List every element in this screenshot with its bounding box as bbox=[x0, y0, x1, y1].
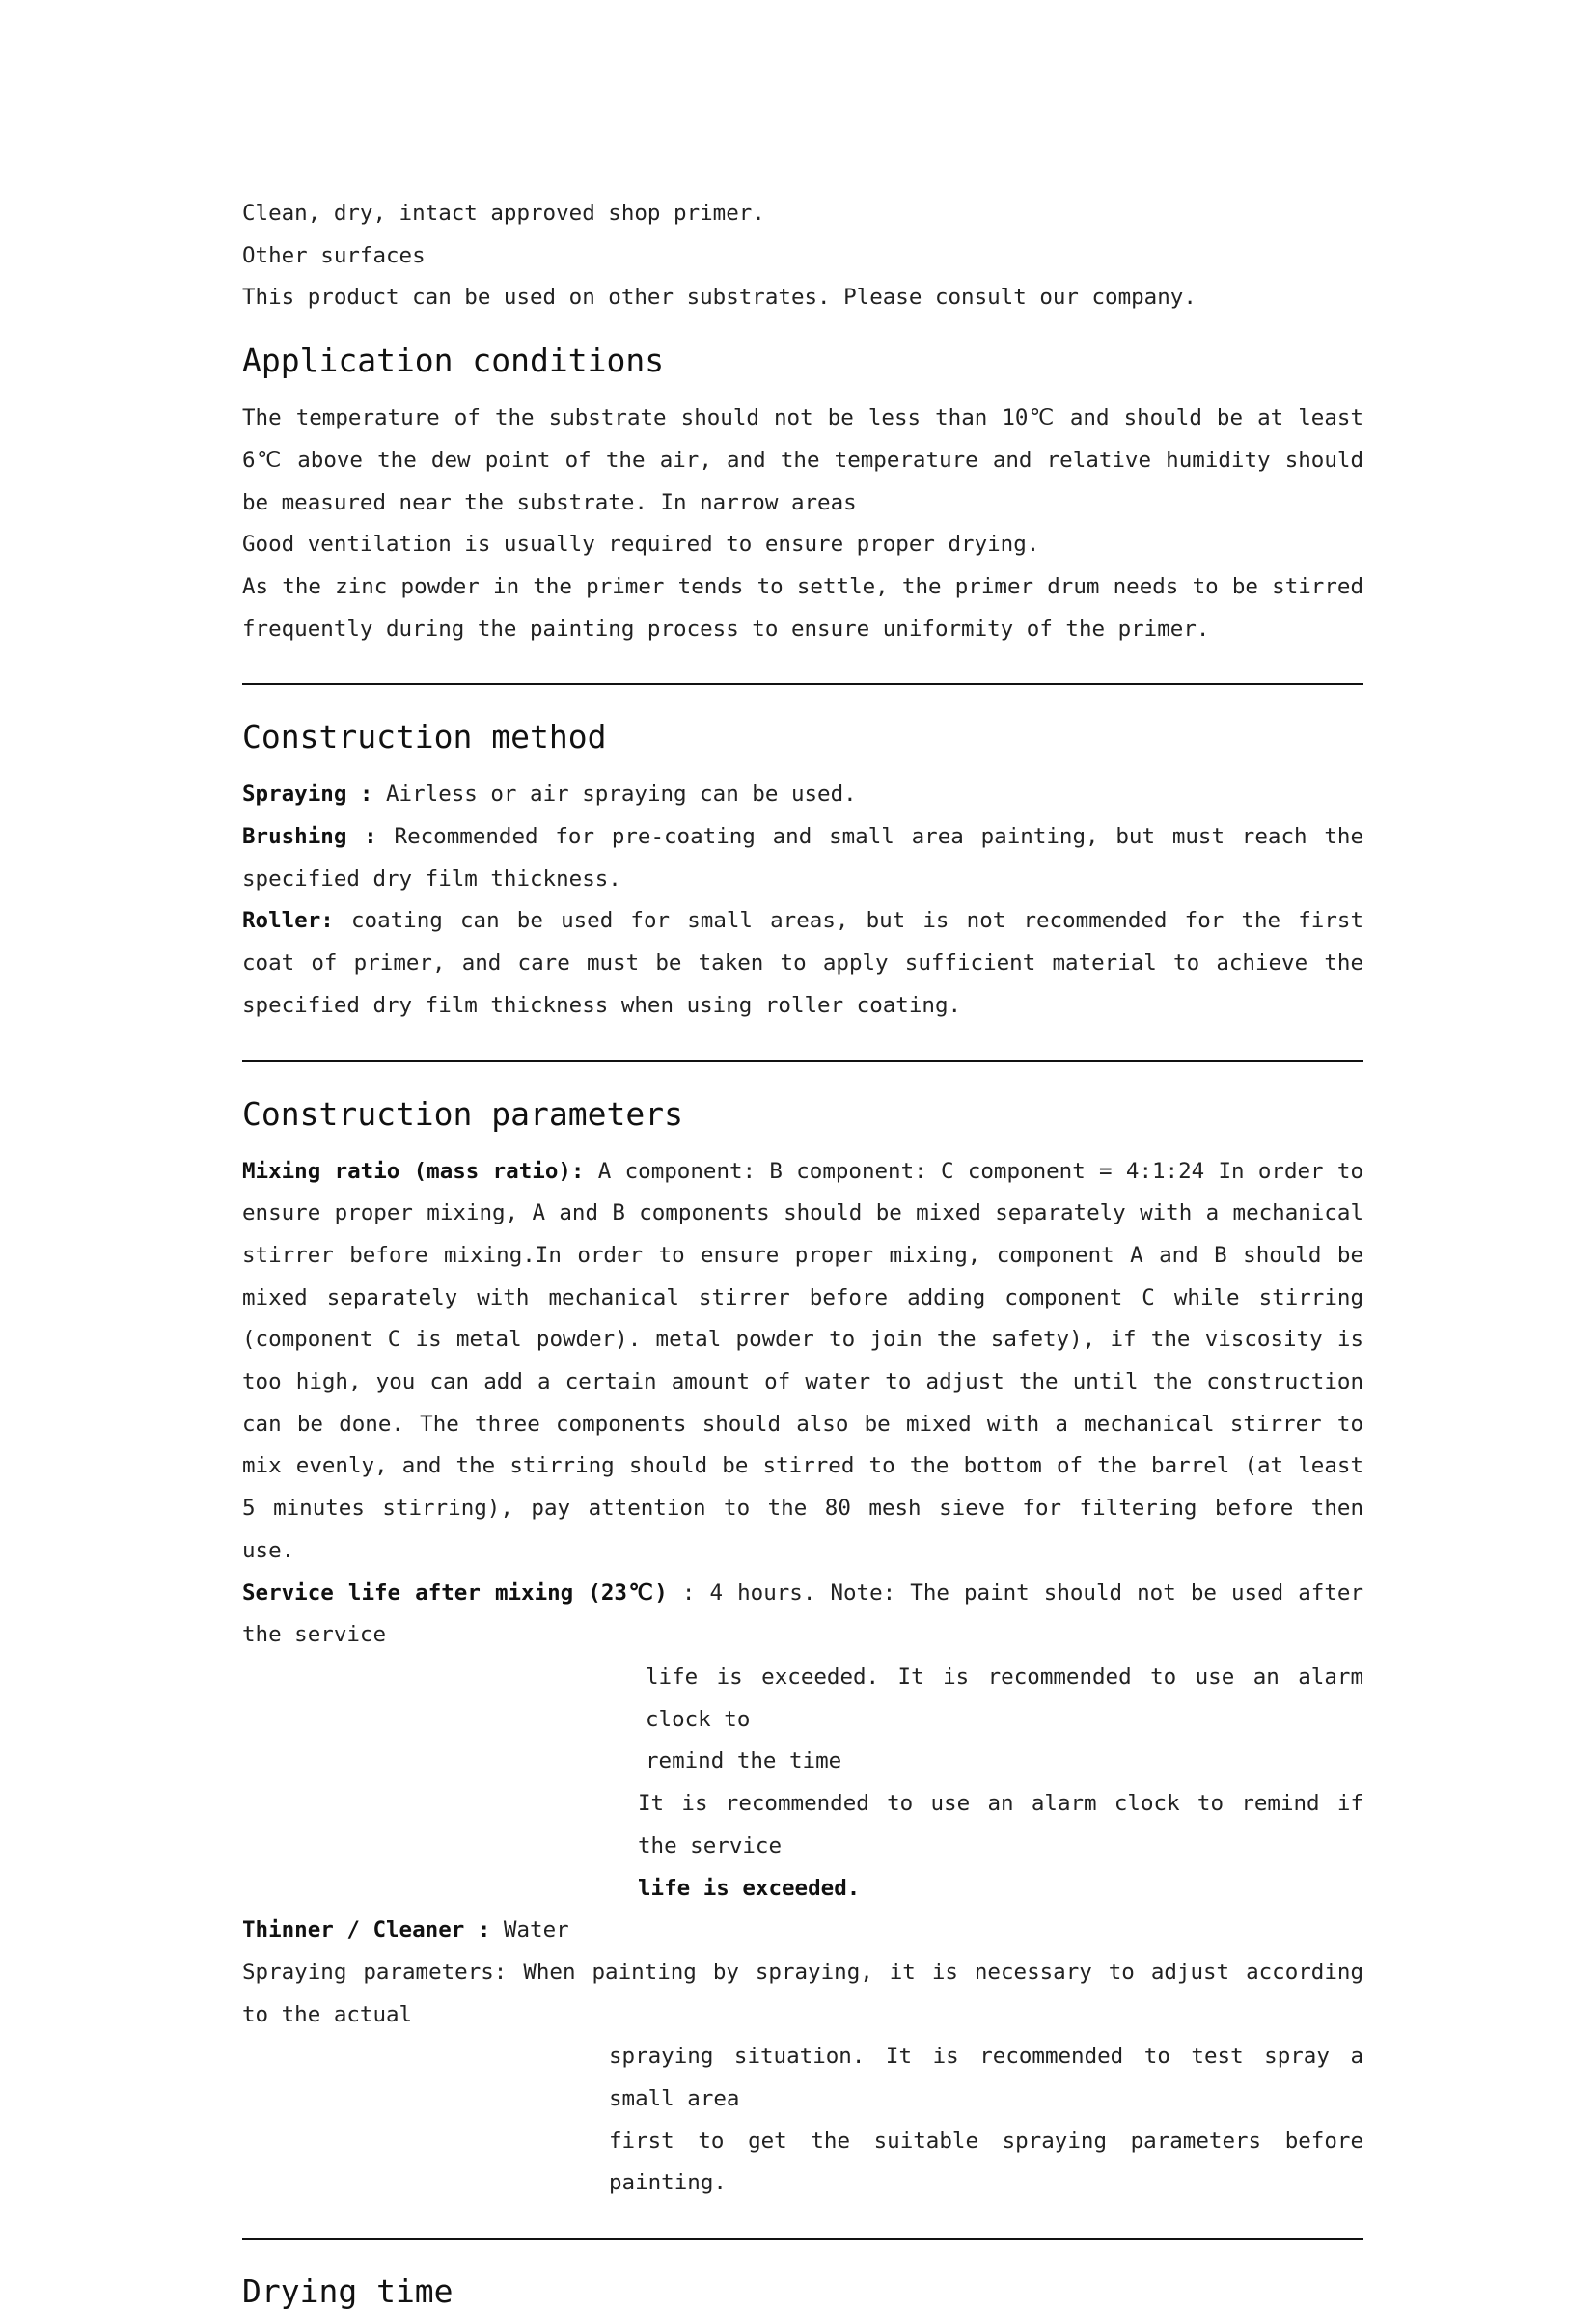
application-conditions-paragraph-3: As the zinc powder in the primer tends to settle, the primer drum needs to be stirred frequently during the painting process to ensure uniformity of the primer. bbox=[242, 573, 1363, 642]
roller-text: coating can be used for small areas, but is not recommended for the first coat of primer, and care must be taken to apply sufficient material to achieve the specified dry film thickness when using roller coating. bbox=[242, 908, 1363, 1018]
brushing-text: Recommended for pre-coating and small area painting, but must reach the specified dry film thickness. bbox=[242, 824, 1363, 892]
application-conditions-paragraph-2: Good ventilation is usually required to ensure proper drying. bbox=[242, 532, 1040, 558]
service-life-line-5 bbox=[242, 1868, 1363, 1911]
spraying-text: Airless or air spraying can be used. bbox=[372, 782, 857, 808]
mixing-ratio-text: A component: B component: C component = 4:1:24 In order to ensure proper mixing, A and B components should be mixed separately with a mechanical stirrer before mixing.In order to ensure proper mixing, component A and B should be mixed separately with mechanical stirrer before adding component C while stirring (component C is metal powder). metal powder to join the safety), if the viscosity is too high, you can add a certain amount of water to adjust the until the construction can be done. The three components should also be mixed with a mechanical stirrer to mix evenly, and the stirring should be stirred to the bottom of the barrel (at least 5 minutes stirring), pay attention to the 80 mesh sieve for filtering before then use. bbox=[242, 1158, 1363, 1563]
brushing-line bbox=[242, 816, 1363, 900]
thinner-cleaner-label: Thinner / Cleaner : bbox=[242, 1917, 491, 1943]
thinner-cleaner-text: Water bbox=[490, 1917, 569, 1943]
service-life-text-5: life is exceeded. bbox=[638, 1875, 861, 1901]
construction-parameters-heading: Construction parameters bbox=[242, 1094, 683, 1133]
intro-line-3: This product can be used on other substrates. Please consult our company. bbox=[242, 285, 1197, 311]
application-conditions-heading: Application conditions bbox=[242, 342, 665, 380]
spraying-parameters-line-1 bbox=[242, 1952, 1363, 2036]
section-divider bbox=[242, 2238, 1363, 2240]
spraying-line bbox=[242, 774, 1363, 816]
spraying-parameters-text-1: When painting by spraying, it is necessary to adjust according to the actual bbox=[242, 1959, 1363, 2027]
service-life-text-1: : 4 hours. Note: The paint should not be used after the service bbox=[242, 1580, 1363, 1648]
service-life-label: Service life after mixing (23℃) bbox=[242, 1580, 668, 1606]
application-conditions-paragraph-1: The temperature of the substrate should not be less than 10℃ and should be at least 6℃ above the dew point of the air, and the temperature and relative humidity should be measured near the substrate. In narrow areas bbox=[242, 405, 1363, 515]
drying-time-heading: Drying time bbox=[242, 2272, 454, 2310]
intro-line-2: Other surfaces bbox=[242, 242, 426, 268]
roller-label: Roller: bbox=[242, 908, 334, 934]
service-life-line-2: life is exceeded. It is recommended to use an alarm clock to bbox=[646, 1664, 1363, 1732]
document-page bbox=[242, 193, 1363, 2310]
mixing-ratio-label: Mixing ratio (mass ratio): bbox=[242, 1158, 585, 1184]
section-divider bbox=[242, 683, 1363, 685]
brushing-label: Brushing : bbox=[242, 824, 377, 850]
service-life-line-3: remind the time bbox=[646, 1748, 842, 1774]
section-divider bbox=[242, 1060, 1363, 1062]
intro-line-1: Clean, dry, intact approved shop primer. bbox=[242, 201, 765, 226]
roller-line bbox=[242, 900, 1363, 1027]
spraying-parameters-line-2: spraying situation. It is recommended to test spray a small area bbox=[609, 2044, 1363, 2112]
mixing-ratio-paragraph bbox=[242, 1151, 1363, 1573]
construction-method-heading: Construction method bbox=[242, 718, 607, 756]
spraying-label: Spraying : bbox=[242, 782, 373, 808]
service-life-line-1 bbox=[242, 1573, 1363, 1657]
thinner-cleaner-line bbox=[242, 1910, 1363, 1952]
service-life-line-4: It is recommended to use an alarm clock to remind if the service bbox=[638, 1791, 1363, 1858]
spraying-parameters-line-3: first to get the suitable spraying parameters before painting. bbox=[609, 2128, 1363, 2196]
spraying-parameters-label: Spraying parameters: bbox=[242, 1959, 508, 1985]
